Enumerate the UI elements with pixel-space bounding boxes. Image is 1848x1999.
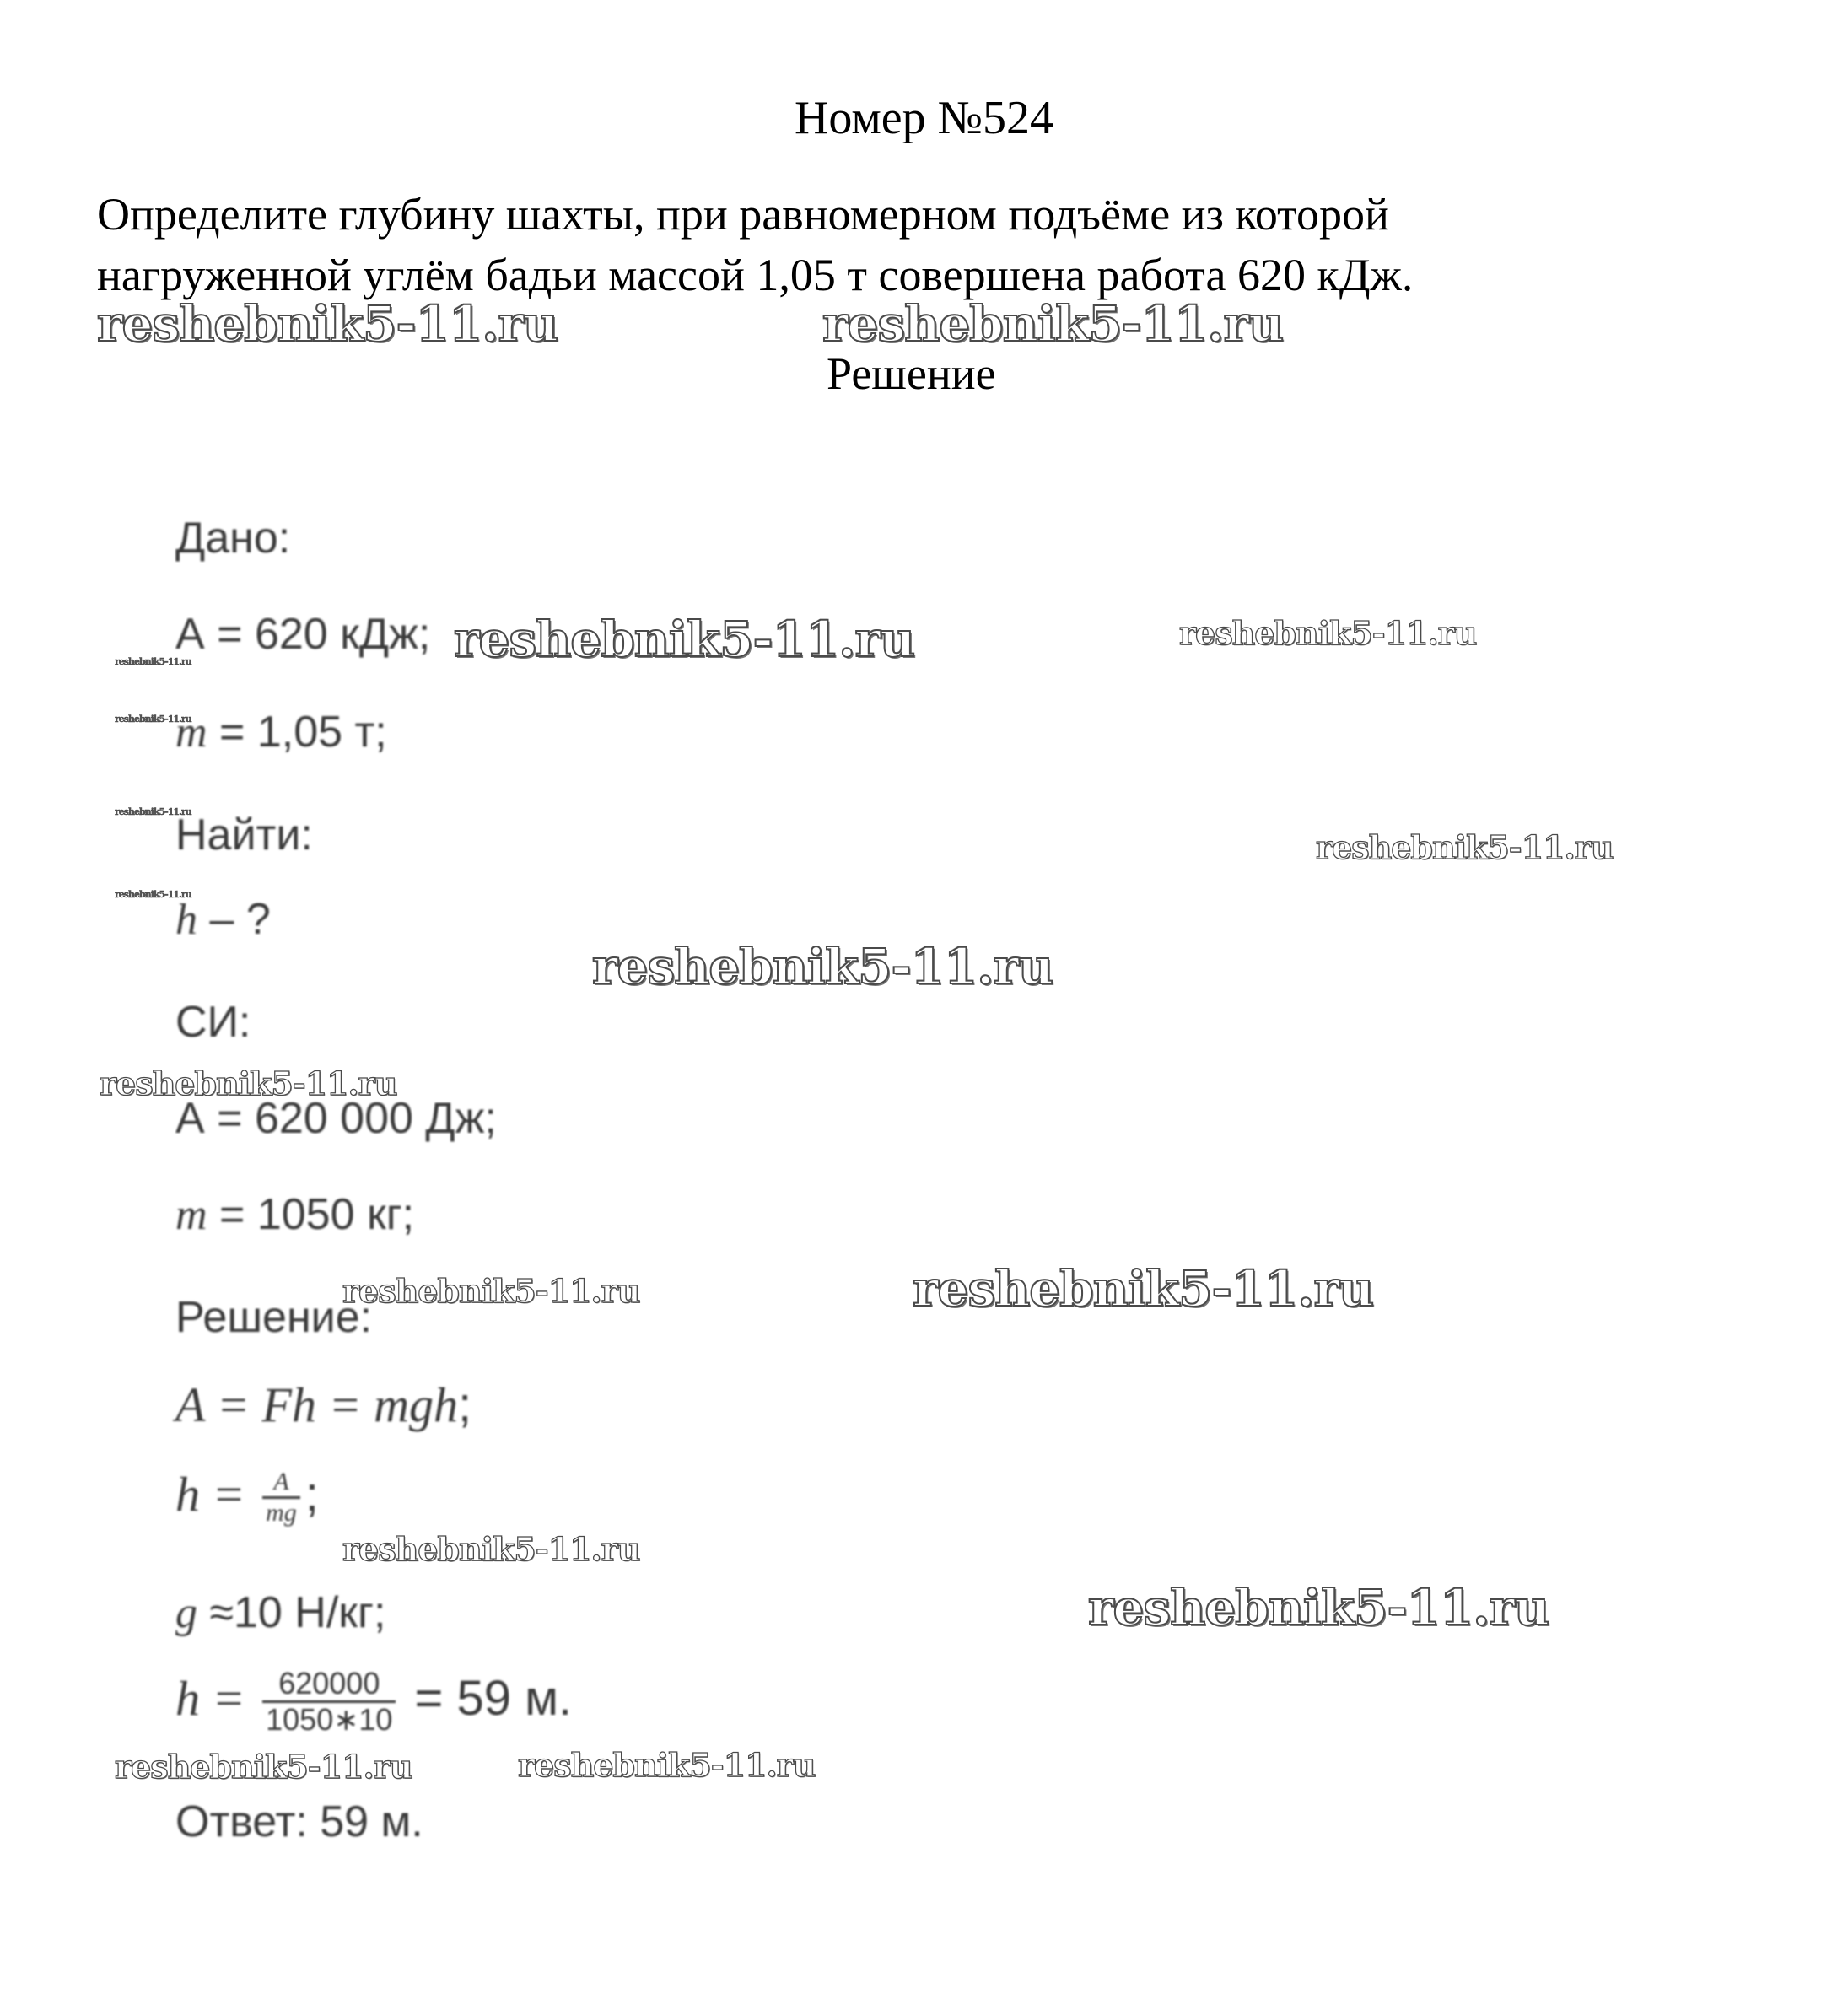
formula-work [175, 1377, 471, 1433]
si-label: СИ: [175, 998, 251, 1047]
gravity-value-rest: ≈10 Н/кг; [197, 1588, 386, 1637]
watermark: reshebnik5-11.ru [1088, 1579, 1549, 1636]
fraction [262, 1468, 300, 1528]
fraction [262, 1667, 396, 1737]
watermark: reshebnik5-11.ru [592, 938, 1053, 995]
find-height [175, 894, 271, 945]
given-mass-value: = 1,05 т; [207, 708, 387, 757]
var-g: g [175, 1589, 197, 1637]
watermark: reshebnik5-11.ru [115, 714, 191, 725]
watermark: reshebnik5-11.ru [913, 1260, 1374, 1317]
given-mass [175, 707, 387, 757]
watermark: reshebnik5-11.ru [115, 656, 191, 667]
formula-result-rhs: = 59 м. [401, 1670, 573, 1726]
watermark: reshebnik5-11.ru [1179, 614, 1477, 652]
formula-work-end: ; [457, 1377, 472, 1432]
watermark: reshebnik5-11.ru [454, 611, 915, 668]
fraction-numerator: 620000 [262, 1667, 396, 1703]
si-work: А = 620 000 Дж; [175, 1094, 497, 1143]
watermark: reshebnik5-11.ru [1316, 828, 1614, 866]
watermark: reshebnik5-11.ru [822, 295, 1284, 353]
formula-work-expr: A = Fh = mgh [175, 1377, 458, 1432]
watermark: reshebnik5-11.ru [342, 1530, 640, 1568]
watermark: reshebnik5-11.ru [342, 1272, 640, 1310]
watermark: reshebnik5-11.ru [97, 295, 558, 353]
problem-text-line-2: нагруженной углём бадьи массой 1,05 т совершена работа 620 кДж. [97, 250, 1414, 300]
formula-height-lhs: h = [175, 1467, 258, 1522]
solution-heading: Решение [827, 348, 996, 399]
solution-label: Решение: [175, 1293, 373, 1342]
fraction-denominator: mg [266, 1499, 297, 1528]
formula-result [175, 1667, 572, 1737]
watermark: reshebnik5-11.ru [100, 1064, 397, 1102]
gravity-value [175, 1587, 385, 1638]
find-label: Найти: [175, 811, 313, 859]
watermark: reshebnik5-11.ru [115, 1748, 412, 1786]
fraction-denominator: 1050∗10 [266, 1702, 393, 1737]
formula-result-lhs: h = [175, 1670, 258, 1726]
watermark: reshebnik5-11.ru [115, 806, 191, 817]
watermark: reshebnik5-11.ru [115, 889, 191, 900]
formula-height [175, 1466, 319, 1528]
si-mass-value: = 1050 кг; [207, 1190, 415, 1239]
var-m: m [175, 1191, 207, 1239]
si-mass [175, 1189, 414, 1240]
answer: Ответ: 59 м. [175, 1797, 423, 1846]
page-title: Номер №524 [794, 92, 1054, 144]
given-label: Дано: [175, 514, 291, 563]
find-height-rest: – ? [197, 895, 271, 944]
formula-height-end: ; [304, 1467, 319, 1522]
var-h: h [175, 896, 197, 944]
problem-text-line-1: Определите глубину шахты, при равномерном подъёме из которой [97, 189, 1389, 240]
fraction-numerator: A [262, 1468, 300, 1499]
var-m: m [175, 709, 207, 757]
watermark: reshebnik5-11.ru [518, 1746, 816, 1784]
given-work: А = 620 кДж; [175, 610, 431, 659]
